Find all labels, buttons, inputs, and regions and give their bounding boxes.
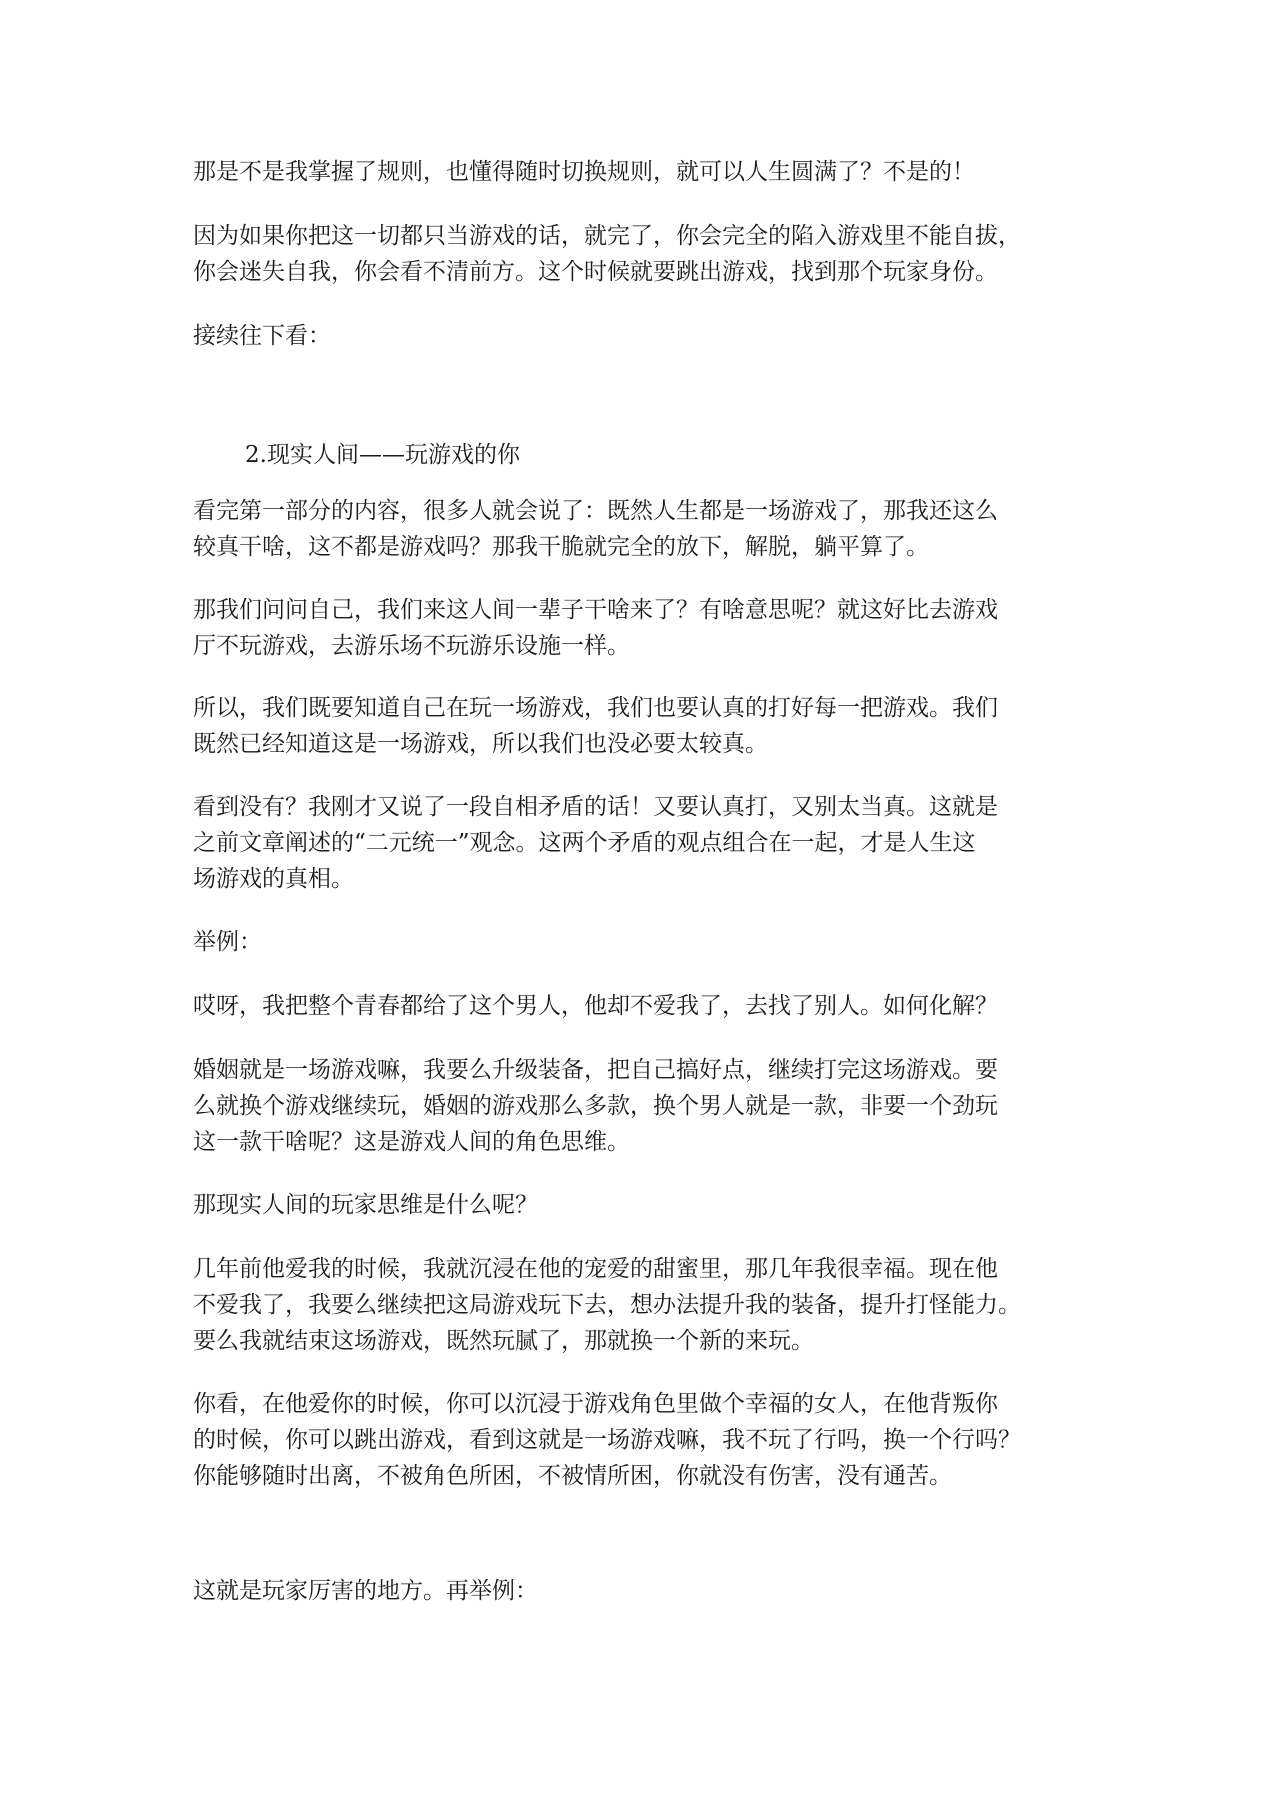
text-line: 要么我就结束这场游戏，既然玩腻了，那就换一个新的来玩。 [193,1328,814,1354]
text-line: 场游戏的真相。 [193,866,354,892]
text-line: 所以，我们既要知道自己在玩一场游戏，我们也要认真的打好每一把游戏。我们 [193,695,998,721]
paragraph-14 [193,1573,1093,1609]
text-line: 之前文章阐述的“二元统一”观念。这两个矛盾的观点组合在一起，才是人生这 [193,830,976,856]
text-line: 几年前他爱我的时候，我就沉浸在他的宠爱的甜蜜里，那几年我很幸福。现在他 [193,1256,998,1282]
text-line: 既然已经知道这是一场游戏，所以我们也没必要太较真。 [193,731,768,757]
text-line: 你会迷失自我，你会看不清前方。这个时候就要跳出游戏，找到那个玩家身份。 [193,259,998,285]
text-line: 不爱我了，我要么继续把这局游戏玩下去，想办法提升我的装备，提升打怪能力。 [193,1292,1021,1318]
paragraph-5 [193,592,1093,664]
paragraph-3 [193,318,1093,354]
section-heading: 2.现实人间——玩游戏的你 [245,442,520,468]
text-line: 那我们问问自己，我们来这人间一辈子干啥来了？有啥意思呢？就这好比去游戏 [193,597,998,623]
text-line: 这一款干啥呢？这是游戏人间的角色思维。 [193,1129,630,1155]
text-line: 你看，在他爱你的时候，你可以沉浸于游戏角色里做个幸福的女人，在他背叛你 [193,1391,998,1417]
paragraph-1 [193,154,1093,190]
paragraph-12 [193,1251,1093,1359]
text-line: 那是不是我掌握了规则，也懂得随时切换规则，就可以人生圆满了？不是的！ [193,159,975,185]
paragraph-2 [193,218,1093,290]
paragraph-7 [193,789,1093,897]
paragraph-9 [193,988,1093,1024]
paragraph-10 [193,1052,1093,1160]
text-line: 婚姻就是一场游戏嘛，我要么升级装备，把自己搞好点，继续打完这场游戏。要 [193,1057,998,1083]
text-line: 这就是玩家厉害的地方。再举例： [193,1578,538,1604]
text-line: 较真干啥，这不都是游戏吗？那我干脆就完全的放下，解脱，躺平算了。 [193,534,929,560]
text-line: 的时候，你可以跳出游戏，看到这就是一场游戏嘛，我不玩了行吗，换一个行吗？ [193,1427,1021,1453]
paragraph-4 [193,493,1093,565]
text-line: 你能够随时出离，不被角色所困，不被情所困，你就没有伤害，没有通苦。 [193,1463,952,1489]
paragraph-8 [193,924,1093,960]
text-line: 哎呀，我把整个青春都给了这个男人，他却不爱我了，去找了别人。如何化解？ [193,993,998,1019]
text-line: 看到没有？我刚才又说了一段自相矛盾的话！又要认真打，又别太当真。这就是 [193,794,998,820]
text-line: 接续往下看： [193,323,331,349]
text-line: 那现实人间的玩家思维是什么呢？ [193,1192,538,1218]
text-line: 举例： [193,929,262,955]
text-line: 看完第一部分的内容，很多人就会说了：既然人生都是一场游戏了，那我还这么 [193,498,998,524]
paragraph-11 [193,1187,1093,1223]
paragraph-13 [193,1386,1093,1494]
text-line: 厅不玩游戏，去游乐场不玩游乐设施一样。 [193,633,630,659]
paragraph-6 [193,690,1093,762]
text-line: 么就换个游戏继续玩，婚姻的游戏那么多款，换个男人就是一款，非要一个劲玩 [193,1093,998,1119]
text-line: 因为如果你把这一切都只当游戏的话，就完了，你会完全的陷入游戏里不能自拔， [193,223,1021,249]
